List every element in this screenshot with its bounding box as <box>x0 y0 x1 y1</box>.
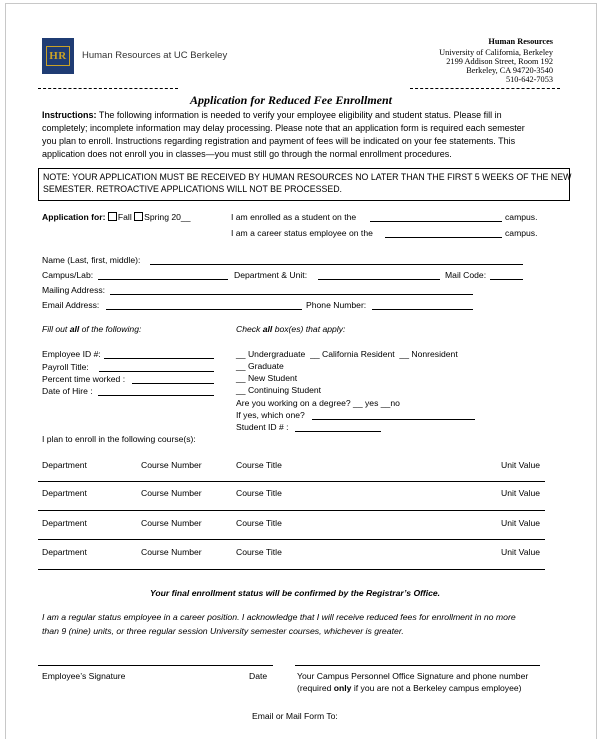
career-campus-label: I am a career status employee on the <box>231 228 373 238</box>
course-header-title: Course Title <box>236 518 282 528</box>
hr-logo <box>42 38 74 74</box>
payroll-title-label: Payroll Title: <box>42 362 89 372</box>
campus-suffix: campus. <box>505 228 538 238</box>
address-line: University of California, Berkeley <box>439 48 553 57</box>
student-id-field[interactable] <box>295 431 381 432</box>
continuing-student-row: __ Continuing Student <box>236 385 322 395</box>
instructions-line: you plan to enroll. Instructions regarding registration and payment of fees will be indicated on your fee statements. This <box>42 136 516 146</box>
campus-suffix: campus. <box>505 212 538 222</box>
final-status-note: Your final enrollment status will be confirmed by the Registrar’s Office. <box>150 588 441 598</box>
degree-yes-check[interactable]: __ <box>353 398 363 408</box>
nonresident-check[interactable]: __ <box>397 349 409 359</box>
enrolled-campus-field[interactable] <box>370 221 502 222</box>
mailing-address-field[interactable] <box>110 294 473 295</box>
course-header-number: Course Number <box>141 518 202 528</box>
course-header-department: Department <box>42 488 87 498</box>
course-header-title: Course Title <box>236 547 282 557</box>
which-degree-field[interactable] <box>312 419 475 420</box>
course-row-4-line[interactable] <box>38 569 545 570</box>
acknowledgement-line: than 9 (nine) units, or three regular session University semester courses, whichever is greater. <box>42 626 404 636</box>
name-label: Name (Last, first, middle): <box>42 255 141 265</box>
department-unit-label: Department & Unit: <box>234 270 308 280</box>
email-address-field[interactable] <box>106 309 302 310</box>
date-of-hire-label: Date of Hire : <box>42 386 93 396</box>
course-header-unit: Unit Value <box>501 488 541 498</box>
degree-no-check[interactable]: __ <box>380 398 391 408</box>
course-header-number: Course Number <box>141 488 202 498</box>
courses-intro: I plan to enroll in the following course(s): <box>42 434 196 444</box>
continuing-student-check[interactable]: __ <box>236 385 246 395</box>
org-name: Human Resources <box>488 37 553 46</box>
application-for-row: Application for: Fall Spring 20__ <box>42 212 191 222</box>
new-student-row: __ New Student <box>236 373 298 383</box>
course-row-2-line[interactable] <box>38 510 545 511</box>
employee-id-field[interactable] <box>104 358 214 359</box>
right-section-heading: Check all box(es) that apply: <box>236 324 346 334</box>
phone-number-field[interactable] <box>372 309 473 310</box>
new-student-check[interactable]: __ <box>236 373 246 383</box>
fall-checkbox[interactable] <box>108 212 117 221</box>
course-row-1-line[interactable] <box>38 481 545 482</box>
page-title: Application for Reduced Fee Enrollment <box>190 93 393 107</box>
payroll-title-field[interactable] <box>99 371 214 372</box>
degree-question-row: Are you working on a degree? __ yes __no <box>236 398 400 408</box>
spring-checkbox[interactable] <box>134 212 143 221</box>
course-header-department: Department <box>42 547 87 557</box>
graduate-row: __ Graduate <box>236 361 284 371</box>
employee-signature-field[interactable] <box>38 665 273 666</box>
graduate-check[interactable]: __ <box>236 361 246 371</box>
personnel-requirement-note: (required only if you are not a Berkeley campus employee) <box>297 683 522 693</box>
note-line: NOTE: YOUR APPLICATION MUST BE RECEIVED BY HUMAN RESOURCES NO LATER THAN THE FIRST 5 WEEKS OF THE NEW <box>43 172 572 182</box>
address-line: 510-642-7053 <box>505 75 553 84</box>
course-header-unit: Unit Value <box>501 460 541 470</box>
instructions-line: completely; incomplete information may delay processing. Please note that an application form is required each semester <box>42 123 525 133</box>
campus-lab-field[interactable] <box>98 279 228 280</box>
percent-time-field[interactable] <box>132 383 214 384</box>
employee-signature-label: Employee’s Signature <box>42 671 126 681</box>
title-rule-left <box>38 88 178 89</box>
course-header-department: Department <box>42 460 87 470</box>
note-line: SEMESTER. RETROACTIVE APPLICATIONS WILL NOT BE PROCESSED. <box>43 184 342 194</box>
student-id-label: Student ID # : <box>236 422 289 432</box>
campus-lab-label: Campus/Lab: <box>42 270 94 280</box>
ca-resident-check[interactable]: __ <box>307 349 320 359</box>
student-status-row: __ Undergraduate __ California Resident __ Nonresident <box>236 349 458 359</box>
department-unit-field[interactable] <box>318 279 440 280</box>
instructions-line: Instructions: The following information is needed to verify your employee eligibility and student status. Please fill in <box>42 110 502 120</box>
date-of-hire-field[interactable] <box>98 395 214 396</box>
address-line: 2199 Addison Street, Room 192 <box>446 57 553 66</box>
phone-number-label: Phone Number: <box>306 300 367 310</box>
enrolled-campus-label: I am enrolled as a student on the <box>231 212 357 222</box>
personnel-signature-label: Your Campus Personnel Office Signature and phone number <box>297 671 529 681</box>
hr-logo-text: HR <box>46 46 70 66</box>
percent-time-label: Percent time worked : <box>42 374 126 384</box>
course-header-number: Course Number <box>141 460 202 470</box>
course-header-number: Course Number <box>141 547 202 557</box>
date-label: Date <box>249 671 268 681</box>
address-line: Berkeley, CA 94720-3540 <box>466 66 553 75</box>
instructions-line: application does not enroll you in classes—you must still go through the normal enrollment procedures. <box>42 149 452 159</box>
mail-code-field[interactable] <box>490 279 523 280</box>
course-row-3-line[interactable] <box>38 539 545 540</box>
course-header-unit: Unit Value <box>501 547 541 557</box>
course-header-title: Course Title <box>236 460 282 470</box>
left-section-heading: Fill out all of the following: <box>42 324 142 334</box>
undergraduate-check[interactable]: __ <box>236 349 246 359</box>
email-address-label: Email Address: <box>42 300 100 310</box>
course-header-title: Course Title <box>236 488 282 498</box>
instructions-label: Instructions: <box>42 110 97 120</box>
employee-id-label: Employee ID #: <box>42 349 101 359</box>
name-field[interactable] <box>150 264 523 265</box>
which-degree-label: If yes, which one? <box>236 410 305 420</box>
mail-code-label: Mail Code: <box>445 270 487 280</box>
footer-email-mail: Email or Mail Form To: <box>252 711 338 721</box>
logo-caption: Human Resources at UC Berkeley <box>82 50 228 61</box>
course-header-department: Department <box>42 518 87 528</box>
mailing-address-label: Mailing Address: <box>42 285 106 295</box>
career-campus-field[interactable] <box>385 237 502 238</box>
course-header-unit: Unit Value <box>501 518 541 528</box>
title-rule-right <box>410 88 560 89</box>
acknowledgement-line: I am a regular status employee in a career position. I acknowledge that I will receive reduced fees for enrollment in no more <box>42 612 516 622</box>
personnel-signature-field[interactable] <box>295 665 540 666</box>
